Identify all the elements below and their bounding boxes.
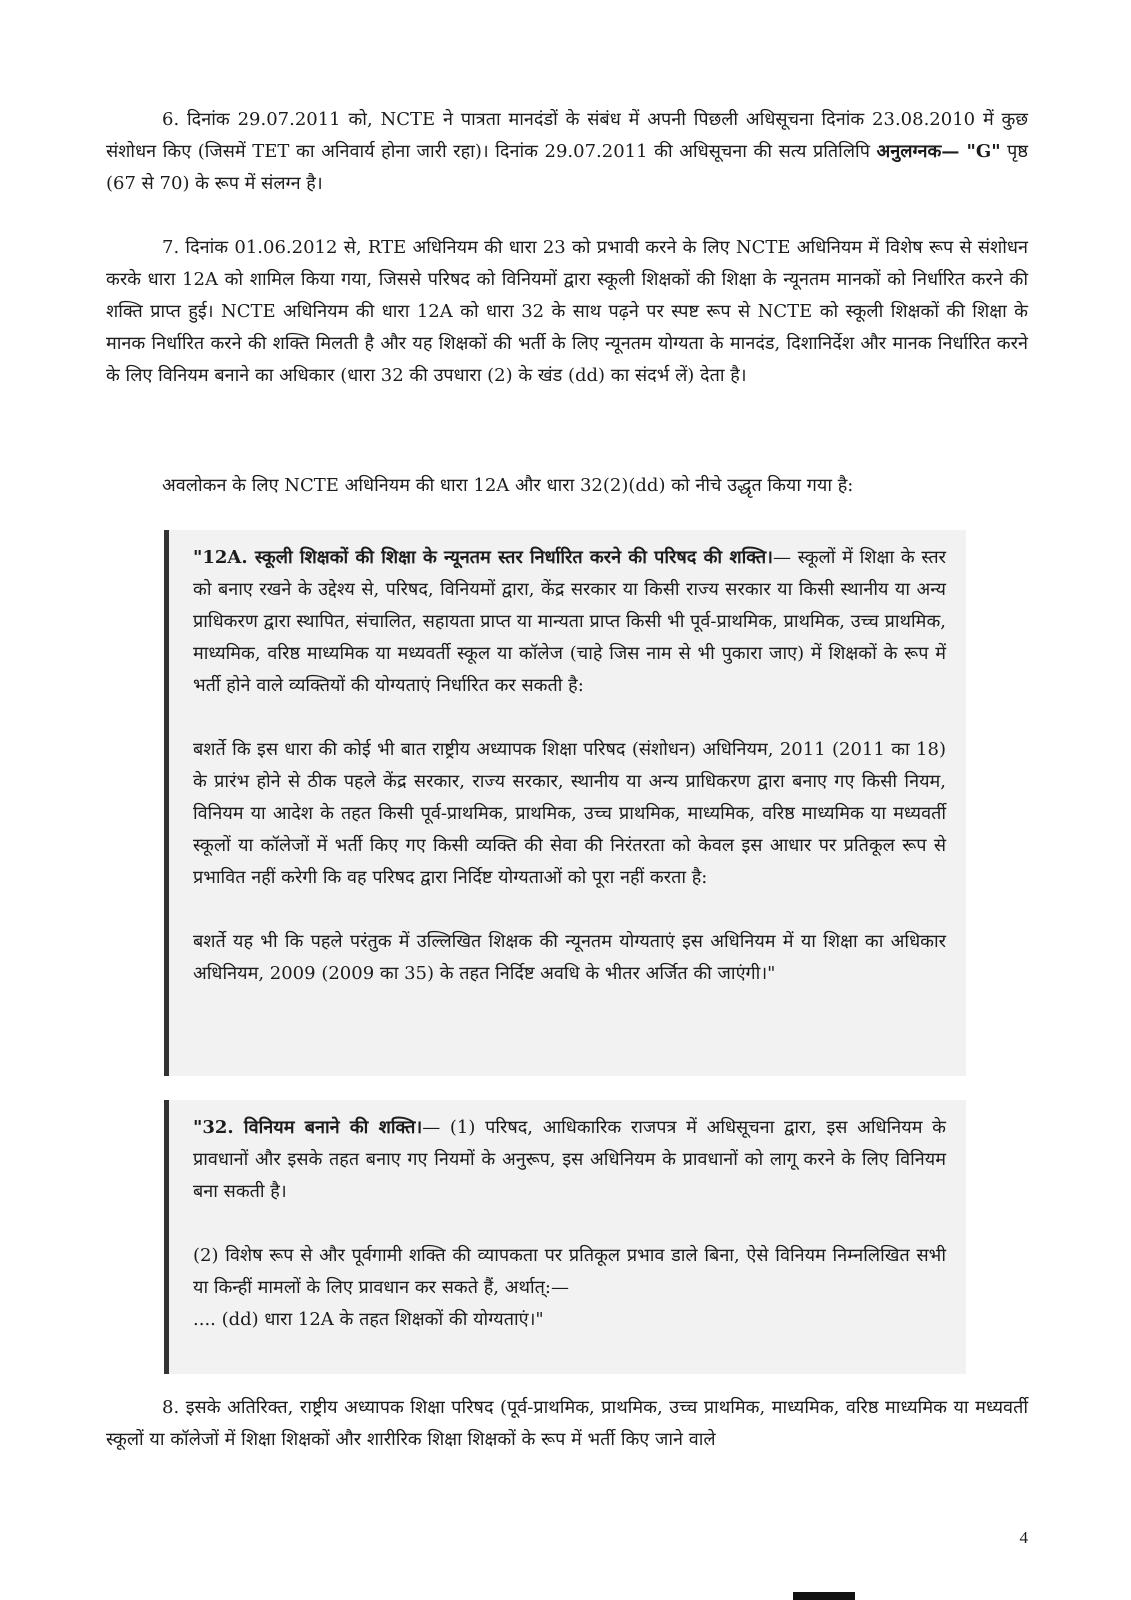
annexure-label: अनुलग्नक— "G" (876, 141, 1001, 162)
paragraph-6-text: 6. दिनांक 29.07.2011 को, NCTE ने पात्रता मानदंडों के संबंध में अपनी पिछली अधिसूचना दिनांक 23.08.2010 में कुछ संशोधन किए (जिसमें TET का अनिवार्य होना जारी रहा)। दिनांक 29.07.2011 की अधिसूचना की सत्य प्रतिलिपि (106, 109, 1028, 162)
paragraph-7 (106, 232, 1028, 392)
paragraph-6 (106, 104, 1028, 200)
quote-section-12a (164, 530, 966, 1076)
quote-32-first-para (193, 1112, 946, 1208)
section-12a-text: — स्कूलों में शिक्षा के स्तर को बनाए रखने के उद्देश्य से, परिषद, विनियमों द्वारा, केंद्र सरकार या किसी राज्य सरकार या किसी स्थानीय या अन्य प्राधिकरण द्वारा स्थापित, संचालित, सहायता प्राप्त या मान्यता प्राप्त किसी भी पूर्व-प्राथमिक, प्राथमिक, उच्च प्राथमिक, माध्यमिक, वरिष्ठ माध्यमिक या मध्यवर्ती स्कूल या कॉलेज (चाहे जिस नाम से भी पुकारा जाए) में शिक्षकों के रूप में भर्ती होने वाले व्यक्तियों की योग्यताएं निर्धारित कर सकती है: (193, 547, 947, 696)
paragraph-8 (106, 1392, 1028, 1456)
bottom-edge-mark (793, 1592, 855, 1600)
section-32-heading: "32. विनियम बनाने की शक्ति। (193, 1117, 423, 1138)
paragraph-6-tail: पृष्ठ (67 से 70) के रूप में संलग्न है। (106, 141, 1028, 194)
paragraph-8-text: 8. इसके अतिरिक्त, राष्ट्रीय अध्यापक शिक्षा परिषद (पूर्व-प्राथमिक, प्राथमिक, उच्च प्राथमिक, माध्यमिक, वरिष्ठ माध्यमिक या मध्यवर्ती स्कूलों या कॉलेजों में शिक्षा शिक्षकों और शारीरिक शिक्षा शिक्षकों के रूप में भर्ती किए जाने वाले (106, 1397, 1028, 1450)
section-12a-proviso-2: बशर्ते यह भी कि पहले परंतुक में उल्लिखित शिक्षक की न्यूनतम योग्यताएं इस अधिनियम में या शिक्षा का अधिकार अधिनियम, 2009 (2009 का 35) के तहत निर्दिष्ट अवधि के भीतर अर्जित की जाएंगी।" (193, 931, 946, 984)
quote-12a-first-para (193, 542, 946, 702)
clause-dd-text: .... (dd) धारा 12A के तहत शिक्षकों की योग्यताएं।" (193, 1309, 544, 1330)
section-12a-heading: "12A. स्कूली शिक्षकों की शिक्षा के न्यूनतम स्तर निर्धारित करने की परिषद की शक्ति। (193, 547, 773, 568)
section-32-text: — (1) परिषद, आधिकारिक राजपत्र में अधिसूचना द्वारा, इस अधिनियम के प्रावधानों और इसके तहत बनाए गए नियमों के अनुरूप, इस अधिनियम के प्रावधानों को लागू करने के लिए विनियम बना सकती है। (193, 1117, 946, 1202)
page-number: 4 (1019, 1528, 1028, 1547)
section-12a-proviso-1: बशर्ते कि इस धारा की कोई भी बात राष्ट्रीय अध्यापक शिक्षा परिषद (संशोधन) अधिनियम, 2011 (2011 का 18) के प्रारंभ होने से ठीक पहले केंद्र सरकार, राज्य सरकार, स्थानीय या अन्य प्राधिकरण द्वारा बनाए गए किसी नियम, विनियम या आदेश के तहत किसी पूर्व-प्राथमिक, प्राथमिक, उच्च प्राथमिक, माध्यमिक, वरिष्ठ माध्यमिक या मध्यवर्ती स्कूलों या कॉलेजों में भर्ती किए गए किसी व्यक्ति की सेवा की निरंतरता को केवल इस आधार पर प्रतिकूल रूप से प्रभावित नहीं करेगी कि वह परिषद द्वारा निर्दिष्ट योग्यताओं को पूरा नहीं करता है: (193, 739, 946, 888)
subsection-2-text: (2) विशेष रूप से और पूर्वगामी शक्ति की व्यापकता पर प्रतिकूल प्रभाव डाले बिना, ऐसे विनियम निम्नलिखित सभी या किन्हीं मामलों के लिए प्रावधान कर सकते हैं, अर्थात्:— (193, 1245, 946, 1298)
quotation-intro: अवलोकन के लिए NCTE अधिनियम की धारा 12A और धारा 32(2)(dd) को नीचे उद्धृत किया गया है: (162, 475, 854, 496)
quote-section-32 (164, 1100, 966, 1374)
paragraph-7-text: 7. दिनांक 01.06.2012 से, RTE अधिनियम की धारा 23 को प्रभावी करने के लिए NCTE अधिनियम में विशेष रूप से संशोधन करके धारा 12A को शामिल किया गया, जिससे परिषद को विनियमों द्वारा स्कूली शिक्षकों की शिक्षा के न्यूनतम मानकों को निर्धारित करने की शक्ति प्राप्त हुई। NCTE अधिनियम की धारा 12A को धारा 32 के साथ पढ़ने पर स्पष्ट रूप से NCTE को स्कूली शिक्षकों की शिक्षा के मानक निर्धारित करने की शक्ति मिलती है और यह शिक्षकों की भर्ती के लिए न्यूनतम योग्यता के मानदंड, दिशानिर्देश और मानक निर्धारित करने के लिए विनियम बनाने का अधिकार (धारा 32 की उपधारा (2) के खंड (dd) का संदर्भ लें) देता है। (106, 237, 1028, 386)
section-32-subsection-2 (193, 1240, 946, 1336)
